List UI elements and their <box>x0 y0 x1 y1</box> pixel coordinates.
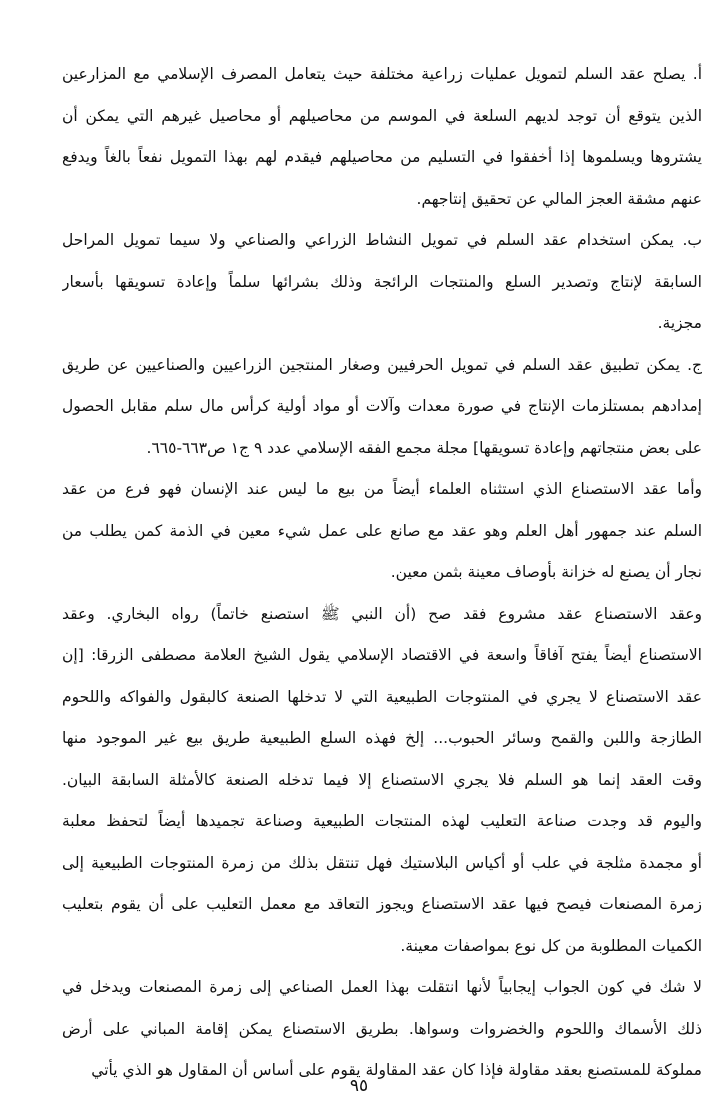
text-line: السلم عند جمهور أهل العلم وهو عقد مع صانع على عمل شيء معين في الذمة كمن يطلب من <box>62 521 702 540</box>
text-line: عنهم مشقة العجز المالي عن تحقيق إنتاجهم. <box>416 189 702 208</box>
text-line: السابقة لإنتاج وتصدير السلع والمنتجات الرائجة وذلك بشرائها سلماً وإعادة تسويقها بأسعار <box>62 272 702 291</box>
text-line: الذين يتوقع أن توجد لديهم السلعة في الموسم من محاصيلهم أو محاصيل غيرهم التي يمكن أن <box>62 106 702 125</box>
text-line: ذلك الأسماك واللحوم والخضروات وسواها. بطريق الاستصناع يمكن إقامة المباني على أرض <box>62 1019 702 1038</box>
text-line: نجار أن يصنع له خزانة بأوصاف معينة بثمن معين. <box>390 563 702 581</box>
text-line: وقت العقد إنما هو السلم فلا يجري الاستصناع إلا فيما تدخله الصنعة كالأمثلة السابقة البيان. <box>62 770 702 789</box>
text-line: زمرة المصنعات فيصح فيها عقد الاستصناع ويجوز التعاقد مع معمل التعليب على أن يقوم بتعليب <box>62 895 702 913</box>
page-number: ٩٥ <box>349 1076 369 1096</box>
page-body <box>62 54 702 1092</box>
paragraph-p-f <box>62 967 702 1092</box>
paragraph-p-b <box>62 220 702 345</box>
text-line: لا شك في كون الجواب إيجابياً لأنها انتقلت بهذا العمل الصناعي إلى زمرة المصنعات ويدخل في <box>62 978 702 996</box>
text-line: واليوم قد وجدت صناعة التعليب لهذه المنتجات الطبيعية وصناعة تجميدها أيضاً لتحفظ معلبة <box>62 812 702 830</box>
paragraph-p-d <box>62 469 702 594</box>
text-line: وعقد الاستصناع عقد مشروع فقد صح (أن النبي ﷺ استصنع خاتماً) رواه البخاري. وعقد <box>62 604 702 623</box>
text-line: يشتروها ويسلموها إذا أخفقوا في التسليم من محاصيلهم فيقدم لهم بهذا التمويل نفعاً بالغاً ويدفع <box>62 148 702 166</box>
text-line: أو مجمدة مثلجة في علب أو أكياس البلاستيك فهل تنتقل بذلك من زمرة المنتوجات الطبيعية إلى <box>62 853 702 872</box>
text-line: مملوكة للمستصنع بعقد مقاولة فإذا كان عقد المقاولة يقوم على أساس أن المقاول هو الذي يأتي <box>91 1061 702 1079</box>
text-line: أ. يصلح عقد السلم لتمويل عمليات زراعية مختلفة حيث يتعامل المصرف الإسلامي مع المزارعين <box>62 65 702 83</box>
text-line: ج. يمكن تطبيق عقد السلم في تمويل الحرفيين وصغار المنتجين الزراعيين والصناعيين عن طريق <box>62 355 702 374</box>
text-line: الكميات المطلوبة من كل نوع بمواصفات معينة. <box>400 936 702 955</box>
text-line: مجزية. <box>657 314 702 332</box>
paragraph-p-c <box>62 345 702 470</box>
paragraph-p-a <box>62 54 702 220</box>
text-line: الطازجة واللبن والقمح وسائر الحبوب... إلخ فهذه السلع الطبيعية طريق بيع غير الموجود منها <box>62 729 702 747</box>
text-line: على بعض منتجاتهم وإعادة تسويقها] مجلة مجمع الفقه الإسلامي عدد ٩ ج١ ص٦٦٣-٦٦٥. <box>146 438 702 457</box>
text-line: الاستصناع أيضاً يفتح آفاقاً واسعة في الاقتصاد الإسلامي يقول الشيخ العلامة مصطفى الزرقا: [إن <box>62 646 702 664</box>
text-line: وأما عقد الاستصناع الذي استثناه العلماء أيضاً من بيع ما ليس عند الإنسان فهو فرع من عقد <box>62 480 702 498</box>
text-line: ب. يمكن استخدام عقد السلم في تمويل النشاط الزراعي والصناعي ولا سيما تمويل المراحل <box>62 231 702 249</box>
text-line: إمدادهم بمستلزمات الإنتاج في صورة معدات وآلات أو مواد أولية كرأس مال سلم مقابل الحصول <box>62 397 702 415</box>
text-line: عقد الاستصناع لا يجري في المنتوجات الطبيعية التي لا تدخلها الصنعة كالبقول والفواكه واللحوم <box>62 687 702 706</box>
paragraph-p-e <box>62 594 702 968</box>
